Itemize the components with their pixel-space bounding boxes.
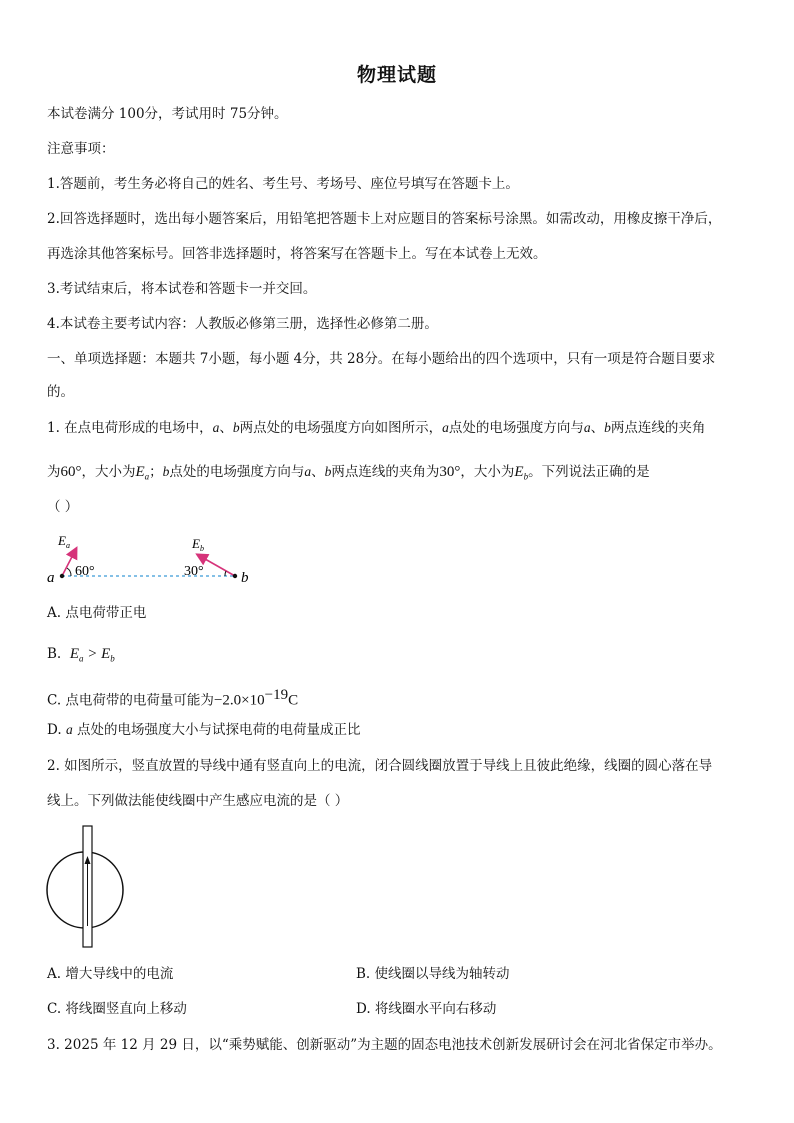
Ea-label: $E_a$ xyxy=(58,533,70,550)
point-a-dot xyxy=(60,574,64,578)
q2-option-a: A. 增大导线中的电流 xyxy=(47,966,174,982)
q2-option-d: D. 将线圈水平向右移动 xyxy=(356,1001,497,1017)
note-2-line-2: 再选涂其他答案标号。回答非选择题时，将答案写在答题卡上。写在本试卷上无效。 xyxy=(47,246,547,262)
q2-line-2: 线上。下列做法能使线圈中产生感应电流的是（ ） xyxy=(47,793,349,809)
Ea-arrow xyxy=(62,549,76,576)
angle-arc-b xyxy=(225,571,226,576)
q1-option-d: D. a 点处的电场强度大小与试探电荷的电荷量成正比 xyxy=(47,722,361,738)
angle-b-label: 30° xyxy=(184,564,204,579)
q2-line-1: 2. 如图所示，竖直放置的导线中通有竖直向上的电流，闭合圆线圈放置于导线上且彼此绝缘，线圈的圆心落在导 xyxy=(47,758,713,774)
q1-option-c: C. 点电荷带的电荷量可能为$-2.0\times 10^{-19}C$ xyxy=(47,687,299,709)
q2-wire-coil-diagram xyxy=(46,822,130,950)
Eb-label: $E_b$ xyxy=(192,536,204,553)
angle-arc-a xyxy=(67,568,71,576)
point-b-dot xyxy=(233,574,237,578)
q2-option-b: B. 使线圈以导线为轴转动 xyxy=(356,966,510,982)
q3-line-1: 3. 2025 年 12 月 29 日，以“乘势赋能、创新驱动”为主题的固态电池技术创新发展研讨会在河北省保定市举办。 xyxy=(47,1037,722,1053)
section-heading-line-1: 一、单项选择题：本题共 7小题，每小题 4分，共 28分。在每小题给出的四个选项中，只有一项是符合题目要求 xyxy=(47,351,716,367)
q1-line-1: 1. 在点电荷形成的电场中，a、b两点处的电场强度方向如图所示，a点处的电场强度方向与a、b两点连线的夹角 xyxy=(47,420,706,436)
q1-answer-paren: （ ） xyxy=(47,499,79,515)
angle-a-label: 60° xyxy=(75,564,95,579)
note-4: 4.本试卷主要考试内容：人教版必修第三册，选择性必修第二册。 xyxy=(47,316,438,332)
note-2-line-1: 2.回答选择题时，选出每小题答案后，用铅笔把答题卡上对应题目的答案标号涂黑。如需改动，用橡皮擦干净后， xyxy=(47,211,722,227)
intro-text: 本试卷满分 100分，考试用时 75分钟。 xyxy=(47,106,288,122)
note-1: 1.答题前，考生务必将自己的姓名、考生号、考场号、座位号填写在答题卡上。 xyxy=(47,176,519,192)
section-heading-line-2: 的。 xyxy=(47,384,74,400)
q1-line-2: 为60°，大小为$E_a$；b点处的电场强度方向与a、b两点连线的夹角为30°，大小为$E_b$。下列说法正确的是 xyxy=(47,464,650,482)
page-title: 物理试题 xyxy=(356,64,437,86)
notes-heading: 注意事项： xyxy=(47,141,115,157)
q1-option-b: B. $E_a > E_b$ xyxy=(47,646,115,664)
point-a-label: a xyxy=(47,570,55,586)
q1-field-diagram xyxy=(40,528,270,592)
point-b-label: b xyxy=(241,570,249,586)
note-3: 3.考试结束后，将本试卷和答题卡一并交回。 xyxy=(47,281,317,297)
q1-option-a: A. 点电荷带正电 xyxy=(47,605,147,621)
q2-option-c: C. 将线圈竖直向上移动 xyxy=(47,1001,187,1017)
